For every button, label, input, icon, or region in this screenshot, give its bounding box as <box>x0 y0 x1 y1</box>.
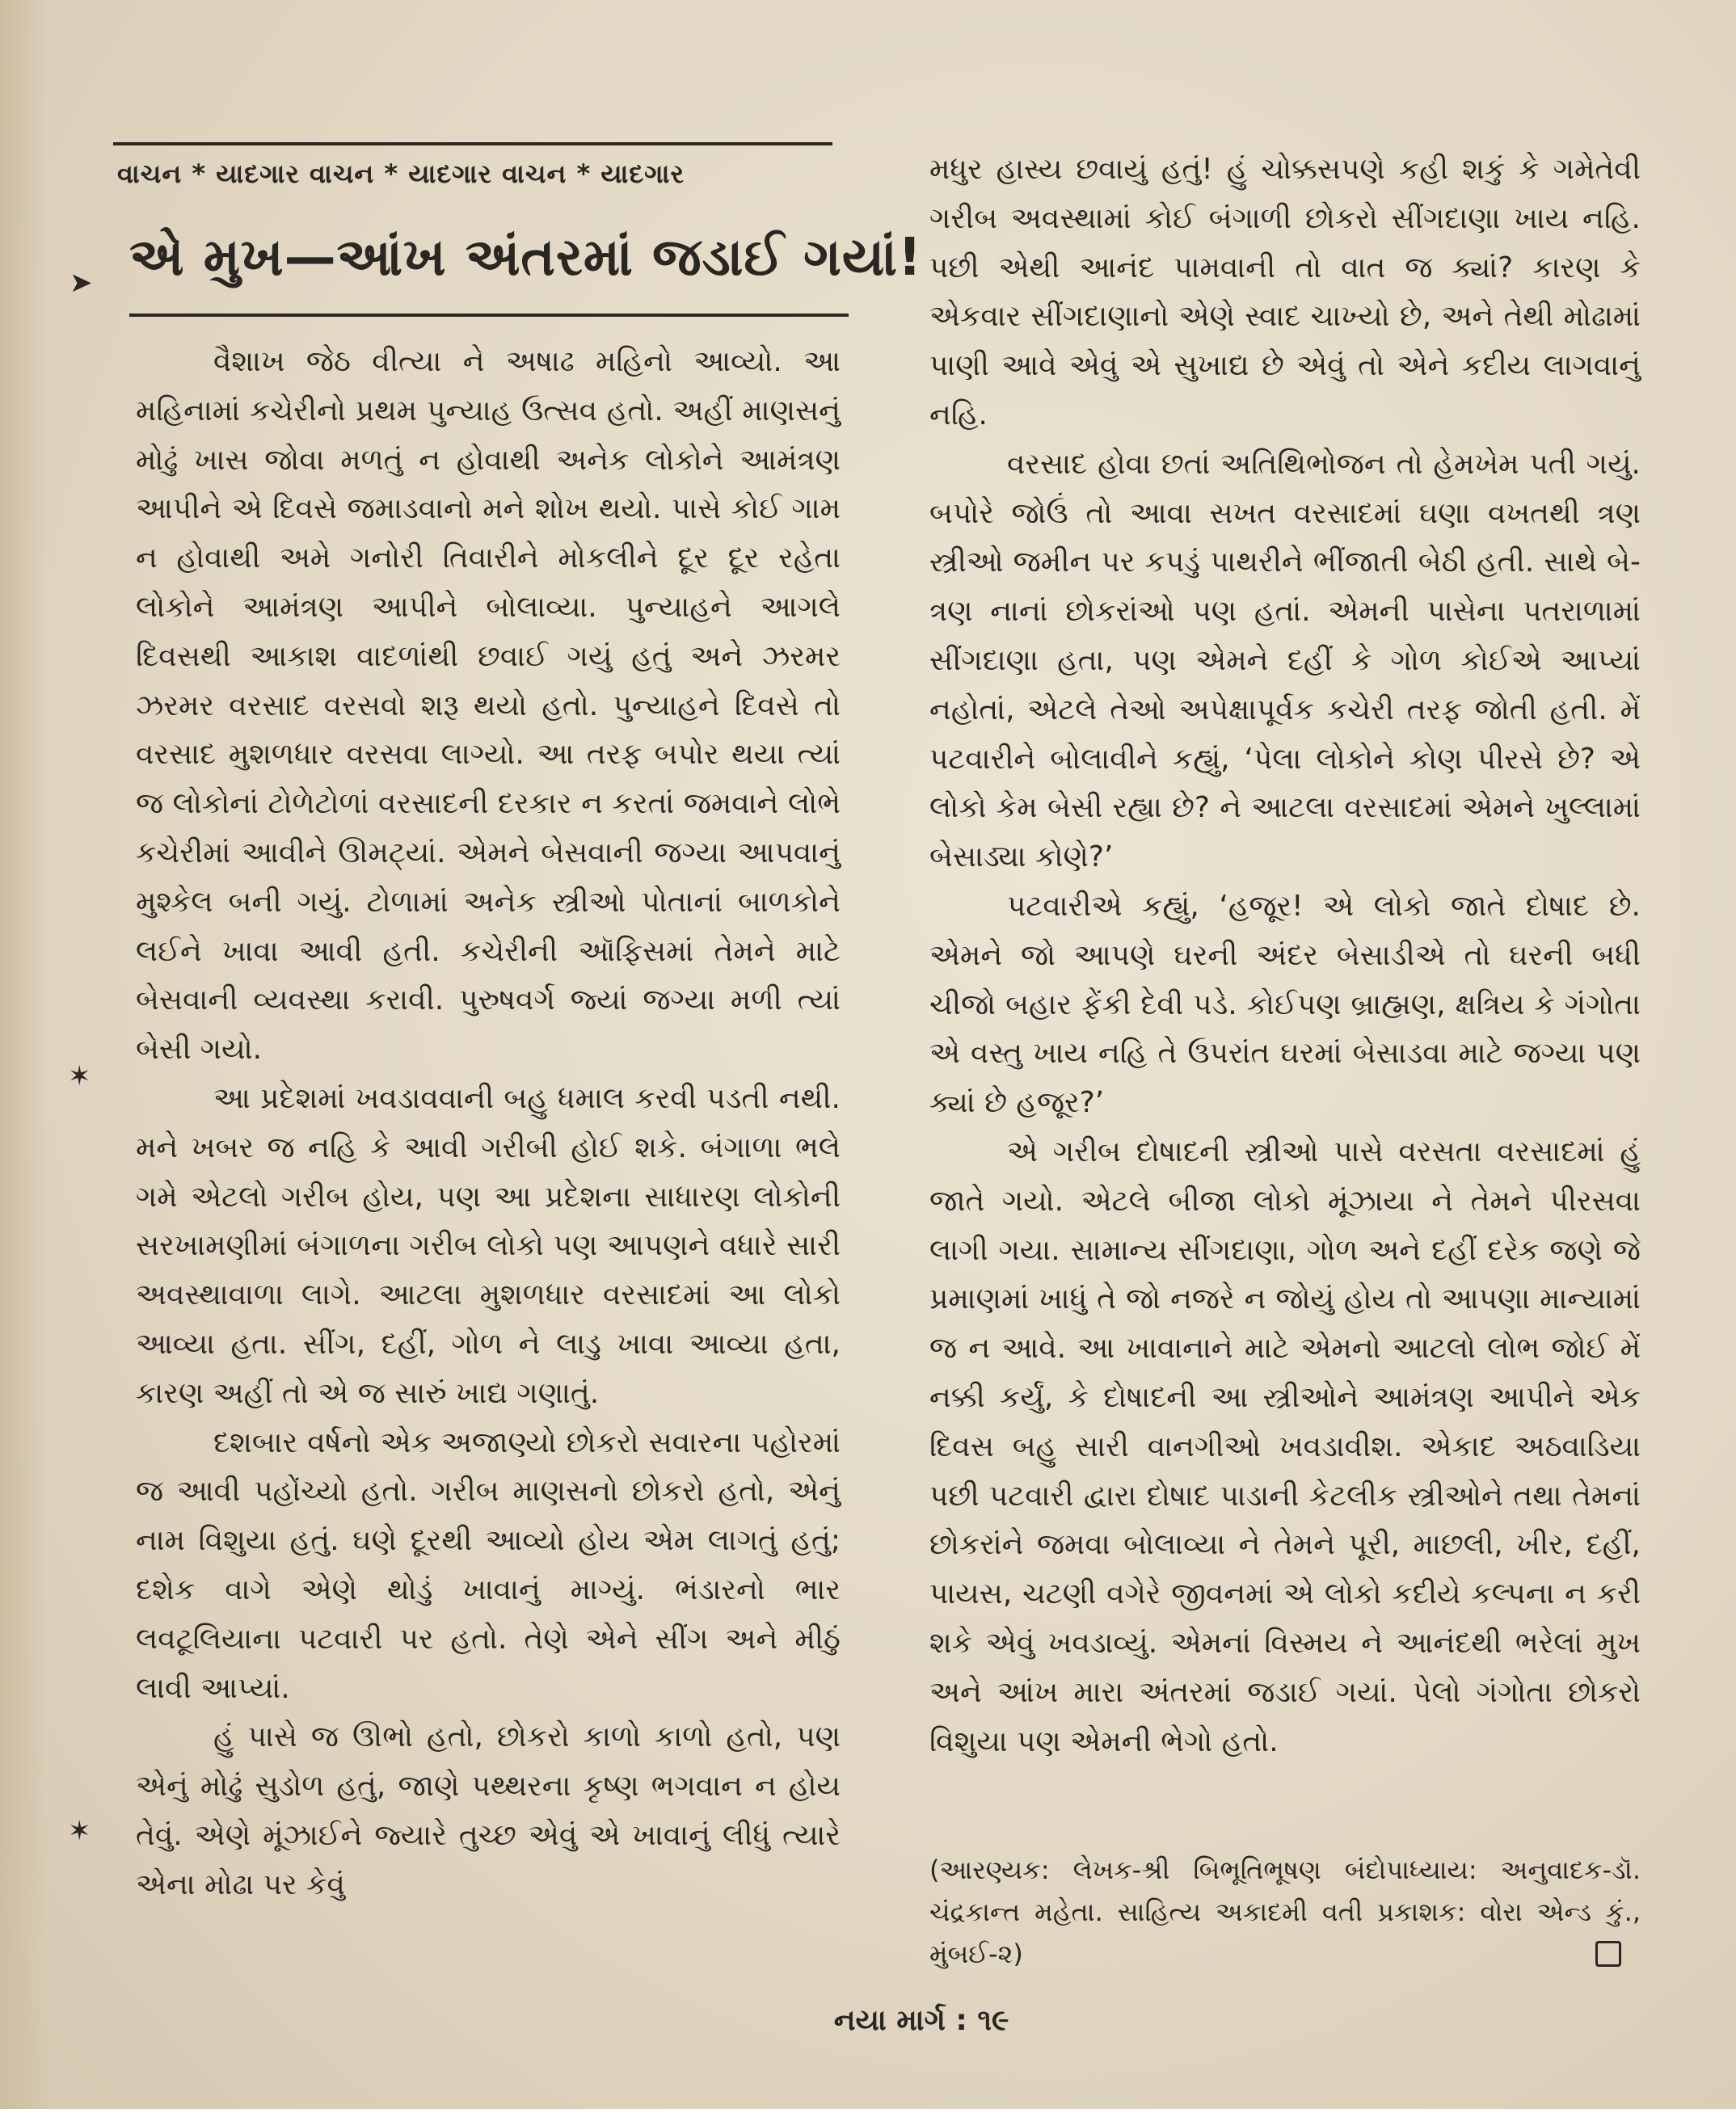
paragraph: દશબાર વર્ષનો એક અજાણ્યો છોકરો સવારના પહોરમાં જ આવી પહોંચ્યો હતો. ગરીબ માણસનો છોકરો હતો, એનું નામ વિશુયા હતું. ઘણે દૂરથી આવ્યો હોય એમ લાગતું હતું; દશેક વાગે એણે થોડું ખાવાનું માગ્યું. ભંડારનો ભાર લવટૂલિયાના પટવારી પર હતો. તેણે એને સીંગ અને મીઠું લાવી આપ્યાં. <box>136 1425 841 1705</box>
end-mark-box <box>1595 1941 1621 1967</box>
paragraph: વૈશાખ જેઠ વીત્યા ને અષાઢ મહિનો આવ્યો. આ મહિનામાં કચેરીનો પ્રથમ પુન્યાહ ઉત્સવ હતો. અહીં માણસનું મોઢું ખાસ જોવા મળતું ન હોવાથી અનેક લોકોને આમંત્રણ આપીને એ દિવસે જમાડવાનો મને શોખ થયો. પાસે કોઈ ગામ ન હોવાથી અમે ગનોરી તિવારીને મોકલીને દૂર દૂર રહેતા લોકોને આમંત્રણ આપીને બોલાવ્યા. પુન્યાહને આગલે દિવસથી આકાશ વાદળાંથી છવાઈ ગયું હતું અને ઝરમર ઝરમર વરસાદ વરસવો શરૂ થયો હતો. પુન્યાહને દિવસે તો વરસાદ મુશળધાર વરસવા લાગ્યો. આ તરફ બપોર થયા ત્યાં જ લોકોનાં ટોળેટોળાં વરસાદની દરકાર ન કરતાં જમવાને લોભે કચેરીમાં આવીને ઊમટ્યાં. એમને બેસવાની જગ્યા આપવાનું મુશ્કેલ બની ગયું. ટોળામાં અનેક સ્ત્રીઓ પોતાનાં બાળકોને લઈને ખાવા આવી હતી. કચેરીની ઑફિસમાં તેમને માટે બેસવાની વ્યવસ્થા કરાવી. પુરુષવર્ગ જ્યાં જગ્યા મળી ત્યાં બેસી ગયો. <box>136 345 841 1067</box>
series-header: વાચન * યાદગાર વાચન * યાદગાર વાચન * યાદગાર <box>117 158 685 189</box>
paragraph: એ ગરીબ દોષાદની સ્ત્રીઓ પાસે વરસતા વરસાદમાં હું જાતે ગયો. એટલે બીજા લોકો મૂંઝાયા ને તેમને પીરસવા લાગી ગયા. સામાન્ય સીંગદાણા, ગોળ અને દહીં દરેક જણે જે પ્રમાણમાં ખાધું તે જો નજરે ન જોયું હોય તો આપણા માન્યામાં જ ન આવે. આ ખાવાનાને માટે એમનો આટલો લોભ જોઈ મેં નક્કી કર્યું, કે દોષાદની આ સ્ત્રીઓને આમંત્રણ આપીને એક દિવસ બહુ સારી વાનગીઓ ખવડાવીશ. એકાદ અઠવાડિયા પછી પટવારી દ્વારા દોષાદ પાડાની કેટલીક સ્ત્રીઓને તથા તેમનાં છોકરાંને જમવા બોલાવ્યા ને તેમને પૂરી, માછલી, ખીર, દહીં, પાયસ, ચટણી વગેરે જીવનમાં એ લોકો કદીયે કલ્પના ન કરી શકે એવું ખવડાવ્યું. એમનાં વિસ્મય ને આનંદથી ભરેલાં મુખ અને આંખ મારા અંતરમાં જડાઈ ગયાં. પેલો ગંગોતા છોકરો વિશુયા પણ એમની ભેગો હતો. <box>929 1134 1641 1758</box>
paragraph: પટવારીએ કહ્યું, ‘હજૂર! એ લોકો જાતે દોષાદ છે. એમને જો આપણે ઘરની અંદર બેસાડીએ તો ઘરની બધી ચીજો બહાર ફેંકી દેવી પડે. કોઈપણ બ્રાહ્મણ, ક્ષત્રિય કે ગંગોતા એ વસ્તુ ખાય નહિ તે ઉપરાંત ઘરમાં બેસાડવા માટે જગ્યા પણ ક્યાં છે હજૂર?’ <box>929 889 1641 1120</box>
article-title: એ મુખ—આંખ અંતરમાં જડાઈ ગયાં! <box>129 228 923 288</box>
paragraph: હું પાસે જ ઊભો હતો, છોકરો કાળો કાળો હતો, પણ એનું મોઢું સુડોળ હતું, જાણે પથ્થરના કૃષ્ણ ભગવાન ન હોય તેવું. એણે મૂંઝાઈને જ્યારે તુચ્છ એવું એ ખાવાનું લીધું ત્યારે એના મોઢા પર કેવું <box>136 1720 841 1901</box>
source-note-text: (આરણ્યક: લેખક-શ્રી બિભૂતિભૂષણ બંદોપાધ્યાય: અનુવાદક-ડૉ. ચંદ્રકાન્ત મહેતા. સાહિત્ય અકાદમી વતી પ્રકાશક: વોરા એન્ડ કું., મુંબઈ-૨) <box>929 1854 1641 1969</box>
page-footer: નયા માર્ગ : ૧૯ <box>833 2004 1009 2037</box>
header-top-rule <box>113 142 832 145</box>
source-note <box>929 1849 1641 1975</box>
right-column <box>929 145 1641 1766</box>
margin-mark-icon: ✶ <box>68 1060 91 1092</box>
paragraph: આ પ્રદેશમાં ખવડાવવાની બહુ ધમાલ કરવી પડતી નથી. મને ખબર જ નહિ કે આવી ગરીબી હોઈ શકે. બંગાળા ભલે ગમે એટલો ગરીબ હોય, પણ આ પ્રદેશના સાધારણ લોકોની સરખામણીમાં બંગાળના ગરીબ લોકો પણ આપણને વધારે સારી અવસ્થાવાળા લાગે. આટલા મુશળધાર વરસાદમાં આ લોકો આવ્યા હતા. સીંગ, દહીં, ગોળ ને લાડુ ખાવા આવ્યા હતા, કારણ અહીં તો એ જ સારું ખાદ્ય ગણાતું. <box>136 1081 841 1410</box>
margin-mark-icon: ➤ <box>70 267 93 299</box>
paragraph: વરસાદ હોવા છતાં અતિથિભોજન તો હેમખેમ પતી ગયું. બપોરે જોઉં તો આવા સખત વરસાદમાં ઘણા વખતથી ત્રણ સ્ત્રીઓ જમીન પર કપડું પાથરીને ભીંજાતી બેઠી હતી. સાથે બે-ત્રણ નાનાં છોકરાંઓ પણ હતાં. એમની પાસેના પતરાળામાં સીંગદાણા હતા, પણ એમને દહીં કે ગોળ કોઈએ આપ્યાં નહોતાં, એટલે તેઓ અપેક્ષાપૂર્વક કચેરી તરફ જોતી હતી. મેં પટવારીને બોલાવીને કહ્યું, ‘પેલા લોકોને કોણ પીરસે છે? એ લોકો કેમ બેસી રહ્યા છે? ને આટલા વરસાદમાં એમને ખુલ્લામાં બેસાડ્યા કોણે?’ <box>929 447 1641 874</box>
page-edge-shadow <box>0 0 48 2109</box>
title-bottom-rule <box>129 314 849 317</box>
paragraph: મધુર હાસ્ય છવાયું હતું! હું ચોક્કસપણે કહી શકું કે ગમેતેવી ગરીબ અવસ્થામાં કોઈ બંગાળી છોકરો સીંગદાણા ખાય નહિ. પછી એથી આનંદ પામવાની તો વાત જ ક્યાં? કારણ કે એકવાર સીંગદાણાનો એણે સ્વાદ ચાખ્યો છે, અને તેથી મોઢામાં પાણી આવે એવું એ સુખાદ્ય છે એવું તો એને કદીય લાગવાનું નહિ. <box>929 153 1641 431</box>
left-column <box>136 338 841 1910</box>
margin-mark-icon: ✶ <box>68 1815 91 1847</box>
